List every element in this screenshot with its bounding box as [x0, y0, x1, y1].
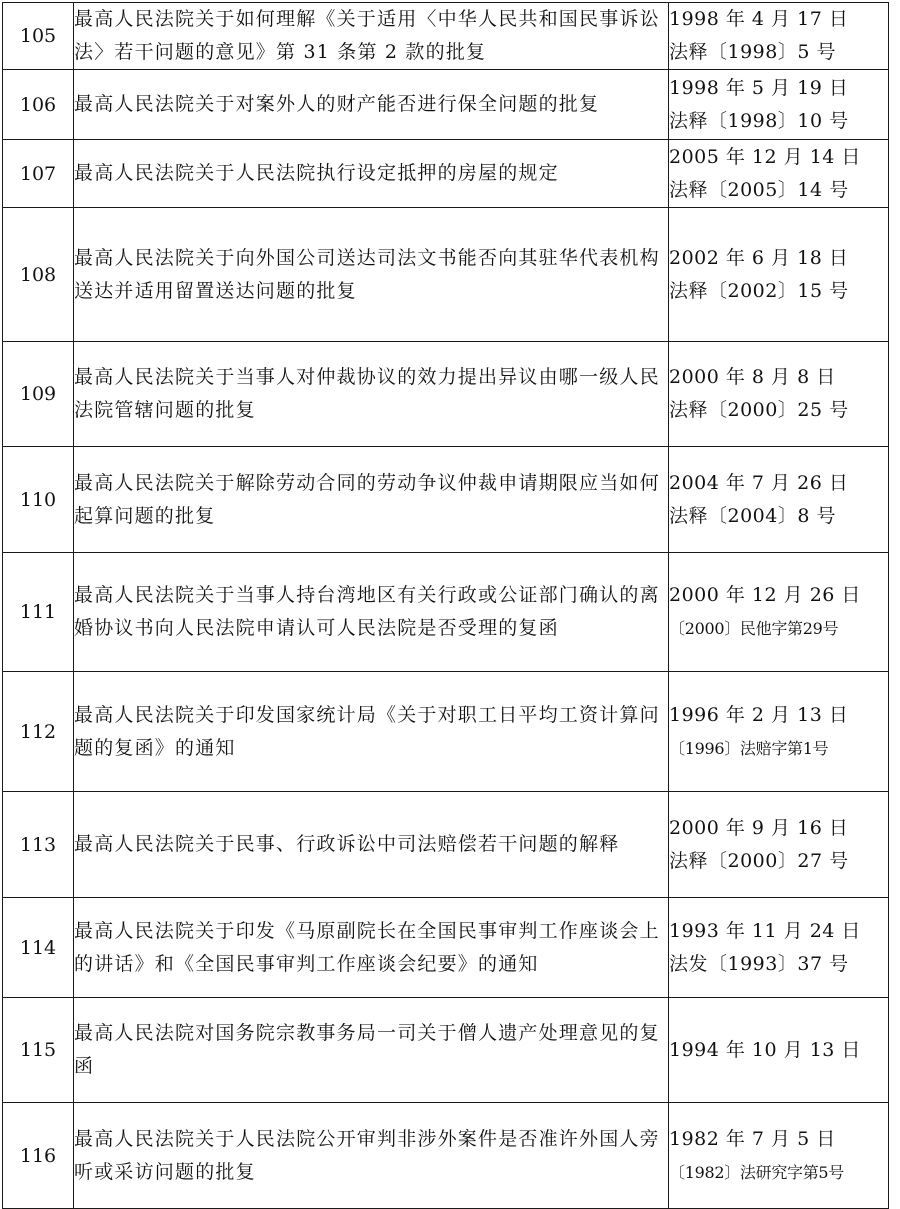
table-row	[3, 140, 889, 208]
table-row	[3, 998, 889, 1103]
issue-date: 2000 年 9 月 16 日	[669, 816, 849, 839]
document-title: 最高人民法院关于民事、行政诉讼中司法赔偿若干问题的解释	[74, 792, 669, 898]
table-row	[3, 70, 889, 140]
row-number: 113	[3, 792, 74, 898]
table-row	[3, 898, 889, 998]
issue-info	[669, 208, 889, 342]
row-number: 107	[3, 140, 74, 208]
row-number: 115	[3, 998, 74, 1103]
issue-date: 2005 年 12 月 14 日	[669, 145, 861, 168]
document-number: 法释〔2005〕14 号	[669, 178, 849, 201]
row-number: 110	[3, 447, 74, 553]
issue-date: 1993 年 11 月 24 日	[669, 919, 861, 942]
issue-info	[669, 70, 889, 140]
issue-date: 2002 年 6 月 18 日	[669, 246, 849, 269]
issue-info	[669, 3, 889, 70]
document-title: 最高人民法院关于当事人对仲裁协议的效力提出异议由哪一级人民法院管辖问题的批复	[74, 342, 669, 447]
issue-info	[669, 1103, 889, 1209]
issue-info	[669, 998, 889, 1103]
document-number: 〔2000〕民他字第29号	[669, 619, 839, 638]
issue-info	[669, 342, 889, 447]
table-row	[3, 553, 889, 672]
table-row	[3, 342, 889, 447]
document-number: 法释〔2000〕25 号	[669, 399, 849, 421]
document-number: 法发〔1993〕37 号	[669, 952, 849, 975]
document-number: 法释〔1998〕5 号	[669, 41, 836, 63]
document-title: 最高人民法院关于对案外人的财产能否进行保全问题的批复	[74, 70, 669, 140]
table-row	[3, 672, 889, 792]
issue-info	[669, 672, 889, 792]
regulations-table	[2, 2, 889, 1209]
row-number: 109	[3, 342, 74, 447]
row-number: 105	[3, 3, 74, 70]
issue-date: 1996 年 2 月 13 日	[669, 703, 849, 726]
issue-date: 1982 年 7 月 5 日	[669, 1127, 836, 1150]
row-number: 106	[3, 70, 74, 140]
row-number: 116	[3, 1103, 74, 1209]
issue-info	[669, 898, 889, 998]
document-number: 〔1996〕法赔字第1号	[669, 738, 829, 758]
table-row	[3, 792, 889, 898]
document-number: 法释〔1998〕10 号	[669, 109, 849, 132]
document-number: 〔1982〕法研究字第5号	[669, 1162, 844, 1182]
issue-date: 2004 年 7 月 26 日	[669, 471, 849, 494]
document-title: 最高人民法院关于如何理解《关于适用〈中华人民共和国民事诉讼法〉若干问题的意见》第 31 条第 2 款的批复	[74, 3, 669, 70]
row-number: 112	[3, 672, 74, 792]
document-title: 最高人民法院关于解除劳动合同的劳动争议仲裁申请期限应当如何起算问题的批复	[74, 447, 669, 553]
table-row	[3, 447, 889, 553]
issue-date: 1994 年 10 月 13 日	[669, 1038, 861, 1061]
issue-info	[669, 553, 889, 672]
document-title: 最高人民法院关于印发国家统计局《关于对职工日平均工资计算问题的复函》的通知	[74, 672, 669, 792]
issue-info	[669, 140, 889, 208]
table-row	[3, 208, 889, 342]
issue-date: 1998 年 5 月 19 日	[669, 76, 849, 99]
issue-date: 2000 年 8 月 8 日	[669, 366, 836, 388]
document-title: 最高人民法院关于人民法院公开审判非涉外案件是否准许外国人旁听或采访问题的批复	[74, 1103, 669, 1209]
table-row	[3, 1103, 889, 1209]
table-row	[3, 3, 889, 70]
row-number: 108	[3, 208, 74, 342]
issue-info	[669, 447, 889, 553]
document-title: 最高人民法院关于印发《马原副院长在全国民事审判工作座谈会上的讲话》和《全国民事审判工作座谈会纪要》的通知	[74, 898, 669, 998]
document-title: 最高人民法院关于人民法院执行设定抵押的房屋的规定	[74, 140, 669, 208]
issue-date: 1998 年 4 月 17 日	[669, 8, 849, 30]
document-number: 法释〔2000〕27 号	[669, 849, 849, 872]
document-number: 法释〔2004〕8 号	[669, 504, 836, 527]
document-title: 最高人民法院对国务院宗教事务局一司关于僧人遗产处理意见的复函	[74, 998, 669, 1103]
document-number: 法释〔2002〕15 号	[669, 279, 849, 302]
issue-info	[669, 792, 889, 898]
row-number: 111	[3, 553, 74, 672]
document-title: 最高人民法院关于向外国公司送达司法文书能否向其驻华代表机构送达并适用留置送达问题的批复	[74, 208, 669, 342]
document-title: 最高人民法院关于当事人持台湾地区有关行政或公证部门确认的离婚协议书向人民法院申请认可人民法院是否受理的复函	[74, 553, 669, 672]
issue-date: 2000 年 12 月 26 日	[669, 584, 861, 606]
row-number: 114	[3, 898, 74, 998]
